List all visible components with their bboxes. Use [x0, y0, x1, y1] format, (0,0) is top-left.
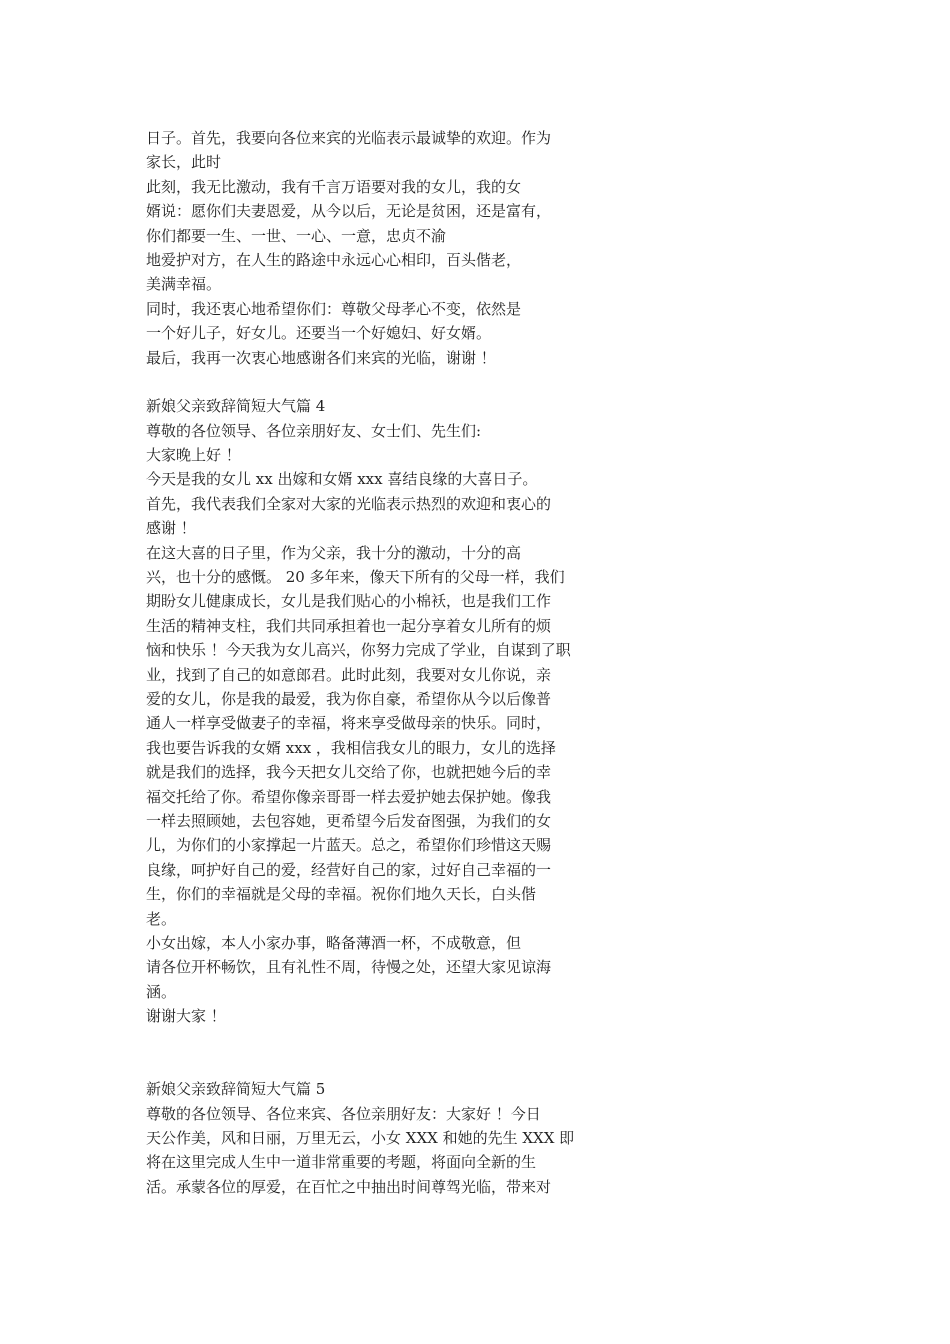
- section-spacer: [146, 1028, 626, 1077]
- paragraph-line: 今天是我的女儿 xx 出嫁和女婿 xxx 喜结良缘的大喜日子。: [146, 470, 538, 489]
- paragraph-line: 家长，此时: [146, 153, 222, 172]
- paragraph-line: 一个好儿子，好女儿。还要当一个好媳妇、好女婿。: [146, 324, 492, 343]
- paragraph-line: 婿说：愿你们夫妻恩爱，从今以后，无论是贫困，还是富有，: [146, 202, 552, 221]
- paragraph-line: 我也要告诉我的女婿 xxx ，我相信我女儿的眼力，女儿的选择: [146, 738, 556, 757]
- section-3-tail: [146, 126, 626, 370]
- paragraph-line: 兴，也十分的感慨。 20 多年来，像天下所有的父母一样，我们: [146, 568, 565, 587]
- paragraph-line: 业，找到了自己的如意郎君。此时此刻，我要对女儿你说，亲: [146, 665, 552, 684]
- paragraph-line: 将在这里完成人生中一道非常重要的考题，将面向全新的生: [146, 1153, 537, 1172]
- paragraph-line: 你们都要一生、一世、一心、一意，忠贞不渝: [146, 226, 447, 245]
- paragraph-line: 在这大喜的日子里，作为父亲，我十分的激动，十分的高: [146, 543, 522, 562]
- paragraph-line: 一样去照顾她，去包容她，更希望今后发奋图强，为我们的女: [146, 811, 552, 830]
- paragraph-line: 请各位开杯畅饮，且有礼性不周，待慢之处，还望大家见谅海: [146, 958, 552, 977]
- paragraph-line: 良缘，呵护好自己的爱，经营好自己的家，过好自己幸福的一: [146, 860, 552, 879]
- section-5-title: 新娘父亲致辞简短大气篇 5: [146, 1080, 326, 1099]
- paragraph-line: 期盼女儿健康成长，女儿是我们贴心的小棉袄，也是我们工作: [146, 592, 552, 611]
- paragraph-line: 首先，我代表我们全家对大家的光临表示热烈的欢迎和衷心的: [146, 494, 552, 513]
- paragraph-line: 恼和快乐 ！今天我为女儿高兴，你努力完成了学业，自谋到了职: [146, 641, 571, 660]
- paragraph-line: 爱的女儿，你是我的最爱，我为你自豪，希望你从今以后像普: [146, 689, 552, 708]
- paragraph-line: 生，你们的幸福就是父母的幸福。祝你们地久天长，白头偕: [146, 885, 537, 904]
- paragraph-line: 谢谢大家 ！: [146, 1007, 226, 1026]
- paragraph-line: 生活的精神支柱，我们共同承担着也一起分享着女儿所有的烦: [146, 616, 552, 635]
- paragraph-line: 涵。: [146, 982, 177, 1001]
- paragraph-line: 美满幸福。: [146, 275, 222, 294]
- paragraph-line: 天公作美，风和日丽，万里无云，小女 XXX 和她的先生 XXX 即: [146, 1129, 575, 1148]
- paragraph-line: 老。: [146, 909, 177, 928]
- paragraph-line: 儿，为你们的小家撑起一片蓝天。总之，希望你们珍惜这天赐: [146, 836, 552, 855]
- paragraph-line: 同时，我还衷心地希望你们：尊敬父母孝心不变，依然是: [146, 299, 522, 318]
- section-4-title: 新娘父亲致辞简短大气篇 4: [146, 397, 326, 416]
- paragraph-line: 感谢 ！: [146, 519, 196, 538]
- paragraph-line: 就是我们的选择，我今天把女儿交给了你，也就把她今后的幸: [146, 763, 552, 782]
- paragraph-line: 此刻，我无比激动，我有千言万语要对我的女儿，我的女: [146, 177, 522, 196]
- section-4: [146, 394, 626, 1028]
- section-5: [146, 1077, 626, 1199]
- paragraph-line: 最后，我再一次衷心地感谢各们来宾的光临，谢谢 ！: [146, 348, 496, 367]
- paragraph-line: 活。承蒙各位的厚爱，在百忙之中抽出时间尊驾光临，带来对: [146, 1177, 552, 1196]
- paragraph-line: 日子。首先，我要向各位来宾的光临表示最诚挚的欢迎。作为: [146, 129, 552, 147]
- paragraph-line: 小女出嫁，本人小家办事，略备薄酒一杯，不成敬意，但: [146, 933, 522, 952]
- paragraph-line: 尊敬的各位领导、各位来宾、各位亲朋好友：大家好 ！今日: [146, 1104, 541, 1123]
- paragraph-line: 尊敬的各位领导、各位亲朋好友、女士们、先生们:: [146, 421, 482, 440]
- section-spacer: [146, 370, 626, 394]
- paragraph-line: 地爱护对方，在人生的路途中永远心心相印，百头偕老，: [146, 250, 522, 269]
- paragraph-line: 大家晚上好 ！: [146, 446, 241, 465]
- paragraph-line: 通人一样享受做妻子的幸福，将来享受做母亲的快乐。同时，: [146, 714, 552, 733]
- paragraph-line: 福交托给了你。希望你像亲哥哥一样去爱护她去保护她。像我: [146, 787, 552, 806]
- document-body: [146, 126, 626, 1199]
